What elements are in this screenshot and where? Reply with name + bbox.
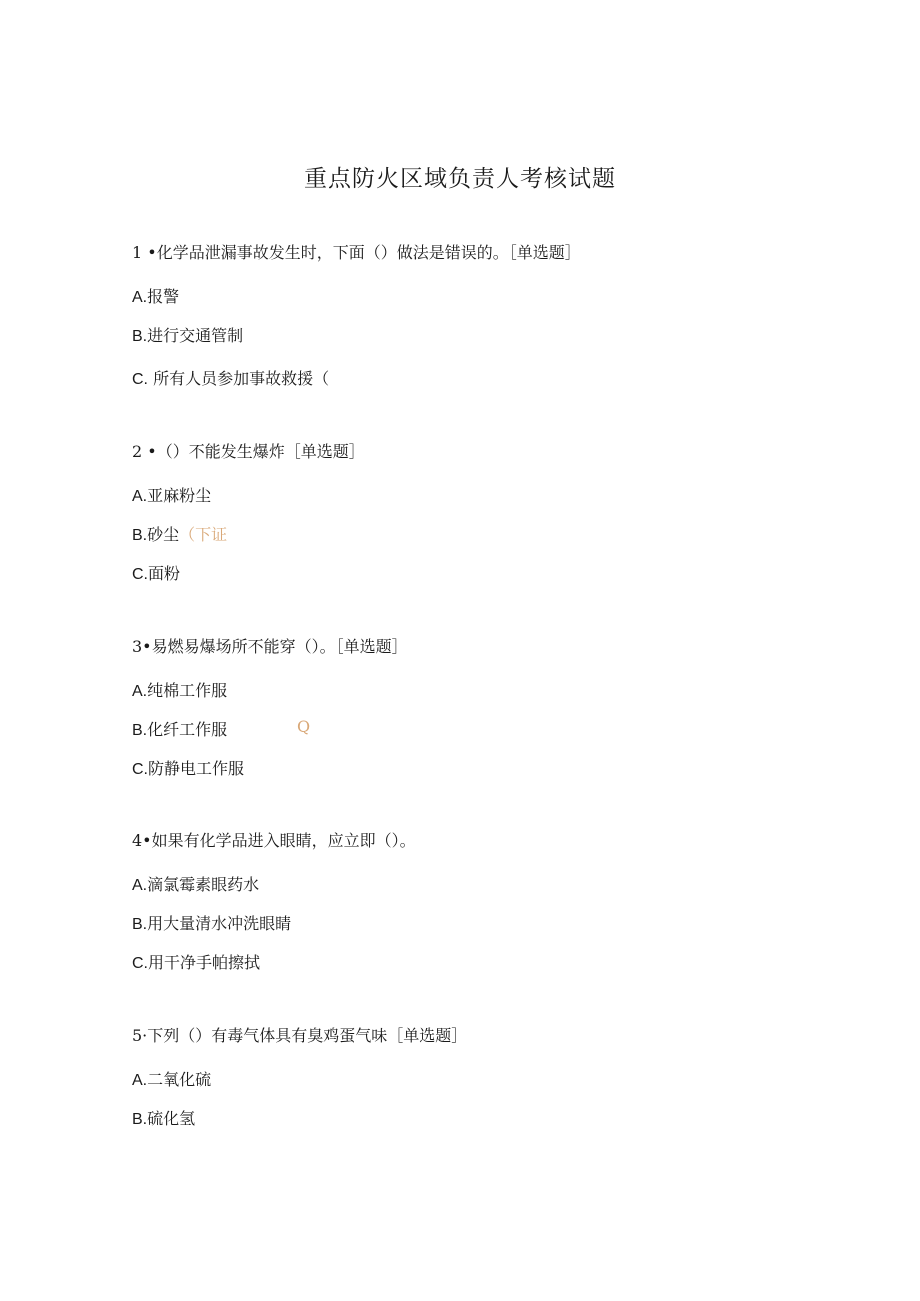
option-text: 砂尘 — [147, 525, 180, 544]
question-1-option-a[interactable] — [132, 284, 179, 307]
option-letter: C. — [132, 955, 148, 972]
option-letter: A. — [132, 1072, 148, 1089]
question-1-option-c[interactable] — [132, 366, 329, 389]
question-3-option-a[interactable] — [132, 678, 227, 701]
question-2-option-c[interactable] — [132, 561, 180, 584]
question-5-option-a[interactable] — [132, 1067, 211, 1090]
option-text: 滴氯霉素眼药水 — [147, 875, 260, 894]
option-letter: B. — [132, 722, 148, 739]
option-text: 防静电工作服 — [148, 759, 245, 778]
faint-mark: Q — [297, 717, 311, 736]
option-letter: C. — [132, 761, 148, 778]
page-title: 重点防火区域负责人考核试题 — [304, 166, 616, 192]
option-letter: B. — [132, 916, 148, 933]
option-text: 进行交通管制 — [147, 326, 244, 345]
option-letter: C. — [132, 566, 148, 583]
option-letter: B. — [132, 527, 148, 544]
question-4-option-c[interactable] — [132, 950, 260, 973]
option-text: 二氧化硫 — [147, 1070, 212, 1089]
question-5-stem: 5·下列（）有毒气体具有臭鸡蛋气味［单选题］ — [132, 1026, 468, 1045]
option-text: 亚麻粉尘 — [147, 486, 212, 505]
option-letter: A. — [132, 683, 148, 700]
question-2-option-a[interactable] — [132, 483, 211, 506]
faint-mark: （下证 — [179, 525, 228, 544]
option-letter: B. — [132, 1111, 148, 1128]
question-4-stem: 4•如果有化学品进入眼睛，应立即（）。 — [132, 831, 416, 850]
question-2-stem: 2 •（）不能发生爆炸［单选题］ — [132, 442, 365, 461]
question-4-option-b[interactable] — [132, 911, 291, 934]
question-2-option-b[interactable] — [132, 522, 227, 545]
question-4-option-a[interactable] — [132, 872, 259, 895]
question-3-option-c[interactable] — [132, 756, 244, 779]
question-3-option-b[interactable] — [132, 717, 227, 740]
option-letter: B. — [132, 328, 148, 345]
option-letter: A. — [132, 289, 148, 306]
question-3-stem: 3•易燃易爆场所不能穿（）。［单选题］ — [132, 637, 408, 656]
option-letter: C. — [132, 371, 148, 388]
question-1-option-b[interactable] — [132, 323, 243, 346]
option-letter: A. — [132, 877, 148, 894]
option-text: 硫化氢 — [147, 1109, 196, 1128]
option-text: 所有人员参加事故救援（ — [148, 369, 330, 388]
option-text: 用大量清水冲洗眼睛 — [147, 914, 292, 933]
option-letter: A. — [132, 488, 148, 505]
option-text: 用干净手帕擦拭 — [148, 953, 261, 972]
question-5-option-b[interactable] — [132, 1106, 195, 1129]
option-text: 面粉 — [148, 564, 181, 583]
option-text: 化纤工作服 — [147, 720, 228, 739]
option-text: 报警 — [147, 287, 180, 306]
question-1-stem: 1 •化学品泄漏事故发生时，下面（）做法是错误的。［单选题］ — [132, 243, 581, 262]
option-text: 纯棉工作服 — [147, 681, 228, 700]
